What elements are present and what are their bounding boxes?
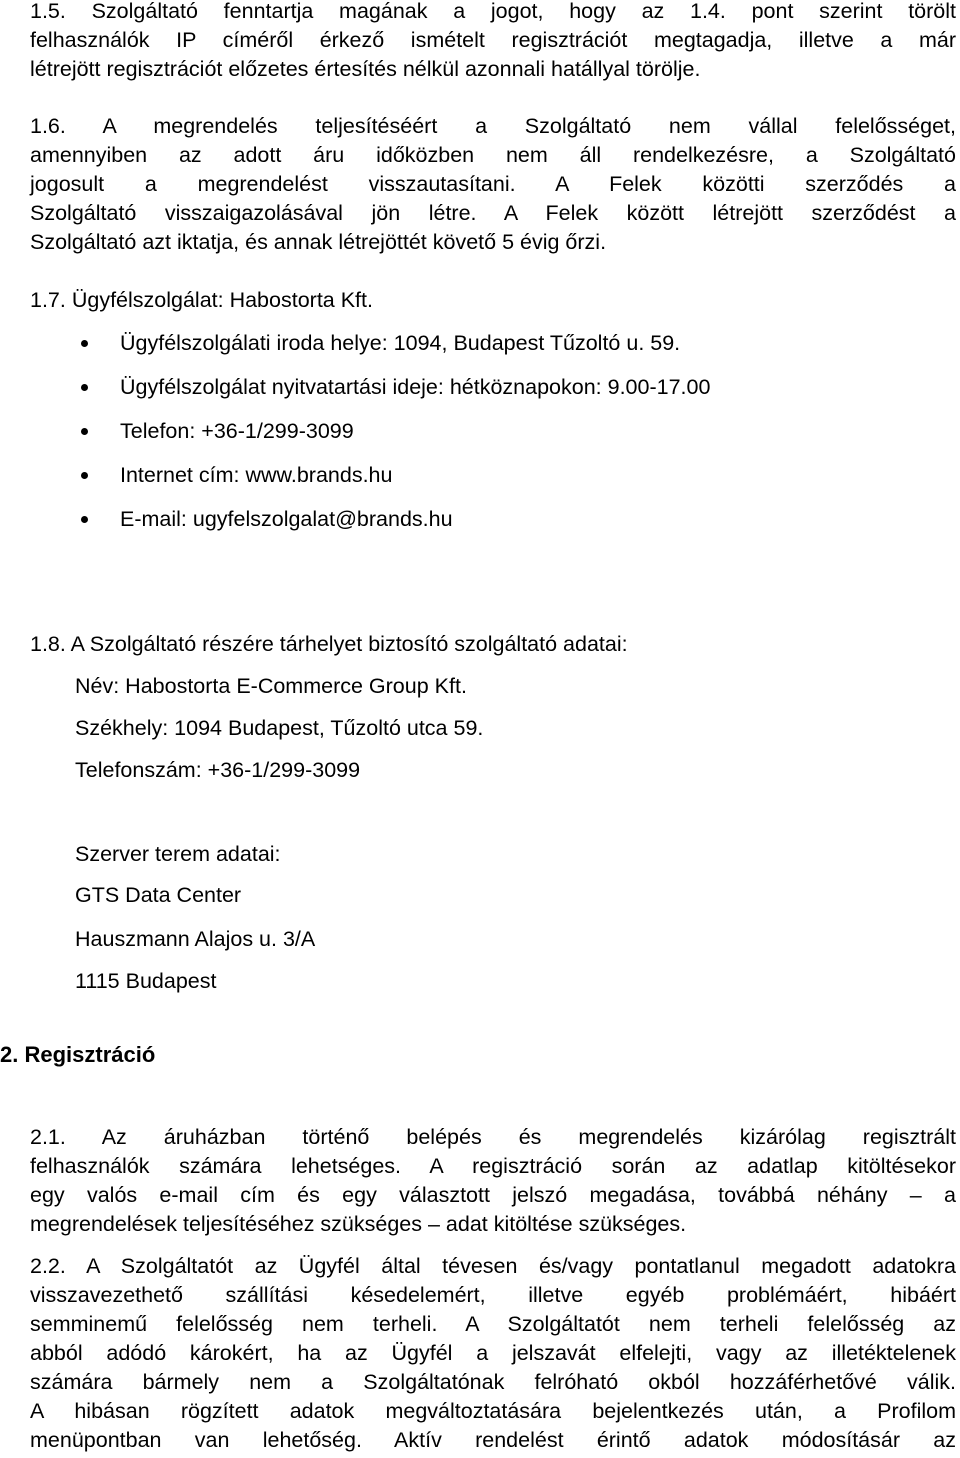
paragraph-1-6 (30, 112, 956, 257)
paragraph-1-5 (30, 0, 956, 84)
list-item (75, 417, 710, 461)
paragraph-line: jogosult a megrendelést visszautasítani. A Felek közötti szerződés a (30, 172, 956, 196)
paragraph-line: 1.6. A megrendelés teljesítéséért a Szolgáltató nem vállal felelősséget, (30, 114, 956, 138)
paragraph-line: felhasználók IP címéről érkező ismételt regisztrációt megtagadja, illetve a már (30, 28, 956, 52)
bullet-icon (81, 428, 88, 435)
bullet-icon (81, 340, 88, 347)
paragraph-2-2 (30, 1252, 956, 1455)
server-title: Szerver terem adatai: (75, 842, 281, 866)
server-name: GTS Data Center (75, 883, 242, 907)
bullet-icon (81, 516, 88, 523)
host-phone: Telefonszám: +36-1/299-3099 (75, 758, 361, 782)
bullet-icon (81, 384, 88, 391)
host-name: Név: Habostorta E-Commerce Group Kft. (75, 674, 467, 698)
email-address: E-mail: ugyfelszolgalat@brands.hu (120, 507, 453, 531)
customer-service-title: 1.7. Ügyfélszolgálat: Habostorta Kft. (30, 288, 373, 312)
hosting-title: 1.8. A Szolgáltató részére tárhelyet biztosító szolgáltató adatai: (30, 632, 628, 656)
office-address: Ügyfélszolgálati iroda helye: 1094, Budapest Tűzoltó u. 59. (120, 331, 681, 355)
website-address: Internet cím: www.brands.hu (120, 463, 393, 487)
paragraph-line: Szolgáltató visszaigazolásával jön létre. A Felek között létrejött szerződést a (30, 201, 956, 225)
paragraph-line: megrendelések teljesítéséhez szükséges – adat kitöltése szükséges. (30, 1212, 687, 1236)
list-item (75, 461, 710, 505)
paragraph-line: 1.5. Szolgáltató fenntartja magának a jogot, hogy az 1.4. pont szerint törölt (30, 0, 956, 23)
phone-number: Telefon: +36-1/299-3099 (120, 419, 354, 443)
paragraph-line: létrejött regisztrációt előzetes értesítés nélkül azonnali hatállyal törölje. (30, 57, 701, 81)
paragraph-line: felhasználók számára lehetséges. A regisztráció során az adatlap kitöltésekor (30, 1154, 956, 1178)
paragraph-line: abból adódó károkért, ha az Ügyfél a jelszavát elfelejti, vagy az illetéktelenek (30, 1341, 956, 1365)
paragraph-line: számára bármely nem a Szolgáltatónak felróható okból hozzáférhetővé válik. (30, 1370, 956, 1394)
paragraph-line: A hibásan rögzített adatok megváltoztatására bejelentkezés után, a Profilom (30, 1399, 956, 1423)
list-item (75, 329, 710, 373)
list-item (75, 505, 710, 549)
paragraph-line: Szolgáltató azt iktatja, és annak létrejöttét követő 5 évig őrzi. (30, 230, 607, 254)
list-item (75, 373, 710, 417)
opening-hours: Ügyfélszolgálat nyitvatartási ideje: hétköznapokon: 9.00-17.00 (120, 375, 711, 399)
paragraph-line: 2.2. A Szolgáltatót az Ügyfél által tévesen és/vagy pontatlanul megadott adatokra (30, 1254, 956, 1278)
paragraph-line: amennyiben az adott áru időközben nem áll rendelkezésre, a Szolgáltató (30, 143, 956, 167)
customer-service-list (75, 329, 710, 549)
paragraph-line: visszavezethető szállítási késedelemért, illetve egyéb problémáért, hibáért (30, 1283, 956, 1307)
paragraph-line: menüpontban van lehetőség. Aktív rendelést érintő adatok módosításár az (30, 1428, 956, 1452)
section-heading-registration: 2. Regisztráció (0, 1042, 156, 1067)
bullet-icon (81, 472, 88, 479)
paragraph-line: 2.1. Az áruházban történő belépés és megrendelés kizárólag regisztrált (30, 1125, 956, 1149)
paragraph-line: semminemű felelősség nem terheli. A Szolgáltatót nem terheli felelősség az (30, 1312, 956, 1336)
paragraph-line: egy valós e-mail cím és egy választott jelszó megadása, továbbá néhány – a (30, 1183, 956, 1207)
paragraph-2-1 (30, 1123, 956, 1239)
server-city: 1115 Budapest (75, 969, 217, 993)
host-seat: Székhely: 1094 Budapest, Tűzoltó utca 59. (75, 716, 484, 740)
server-street: Hauszmann Alajos u. 3/A (75, 927, 316, 951)
